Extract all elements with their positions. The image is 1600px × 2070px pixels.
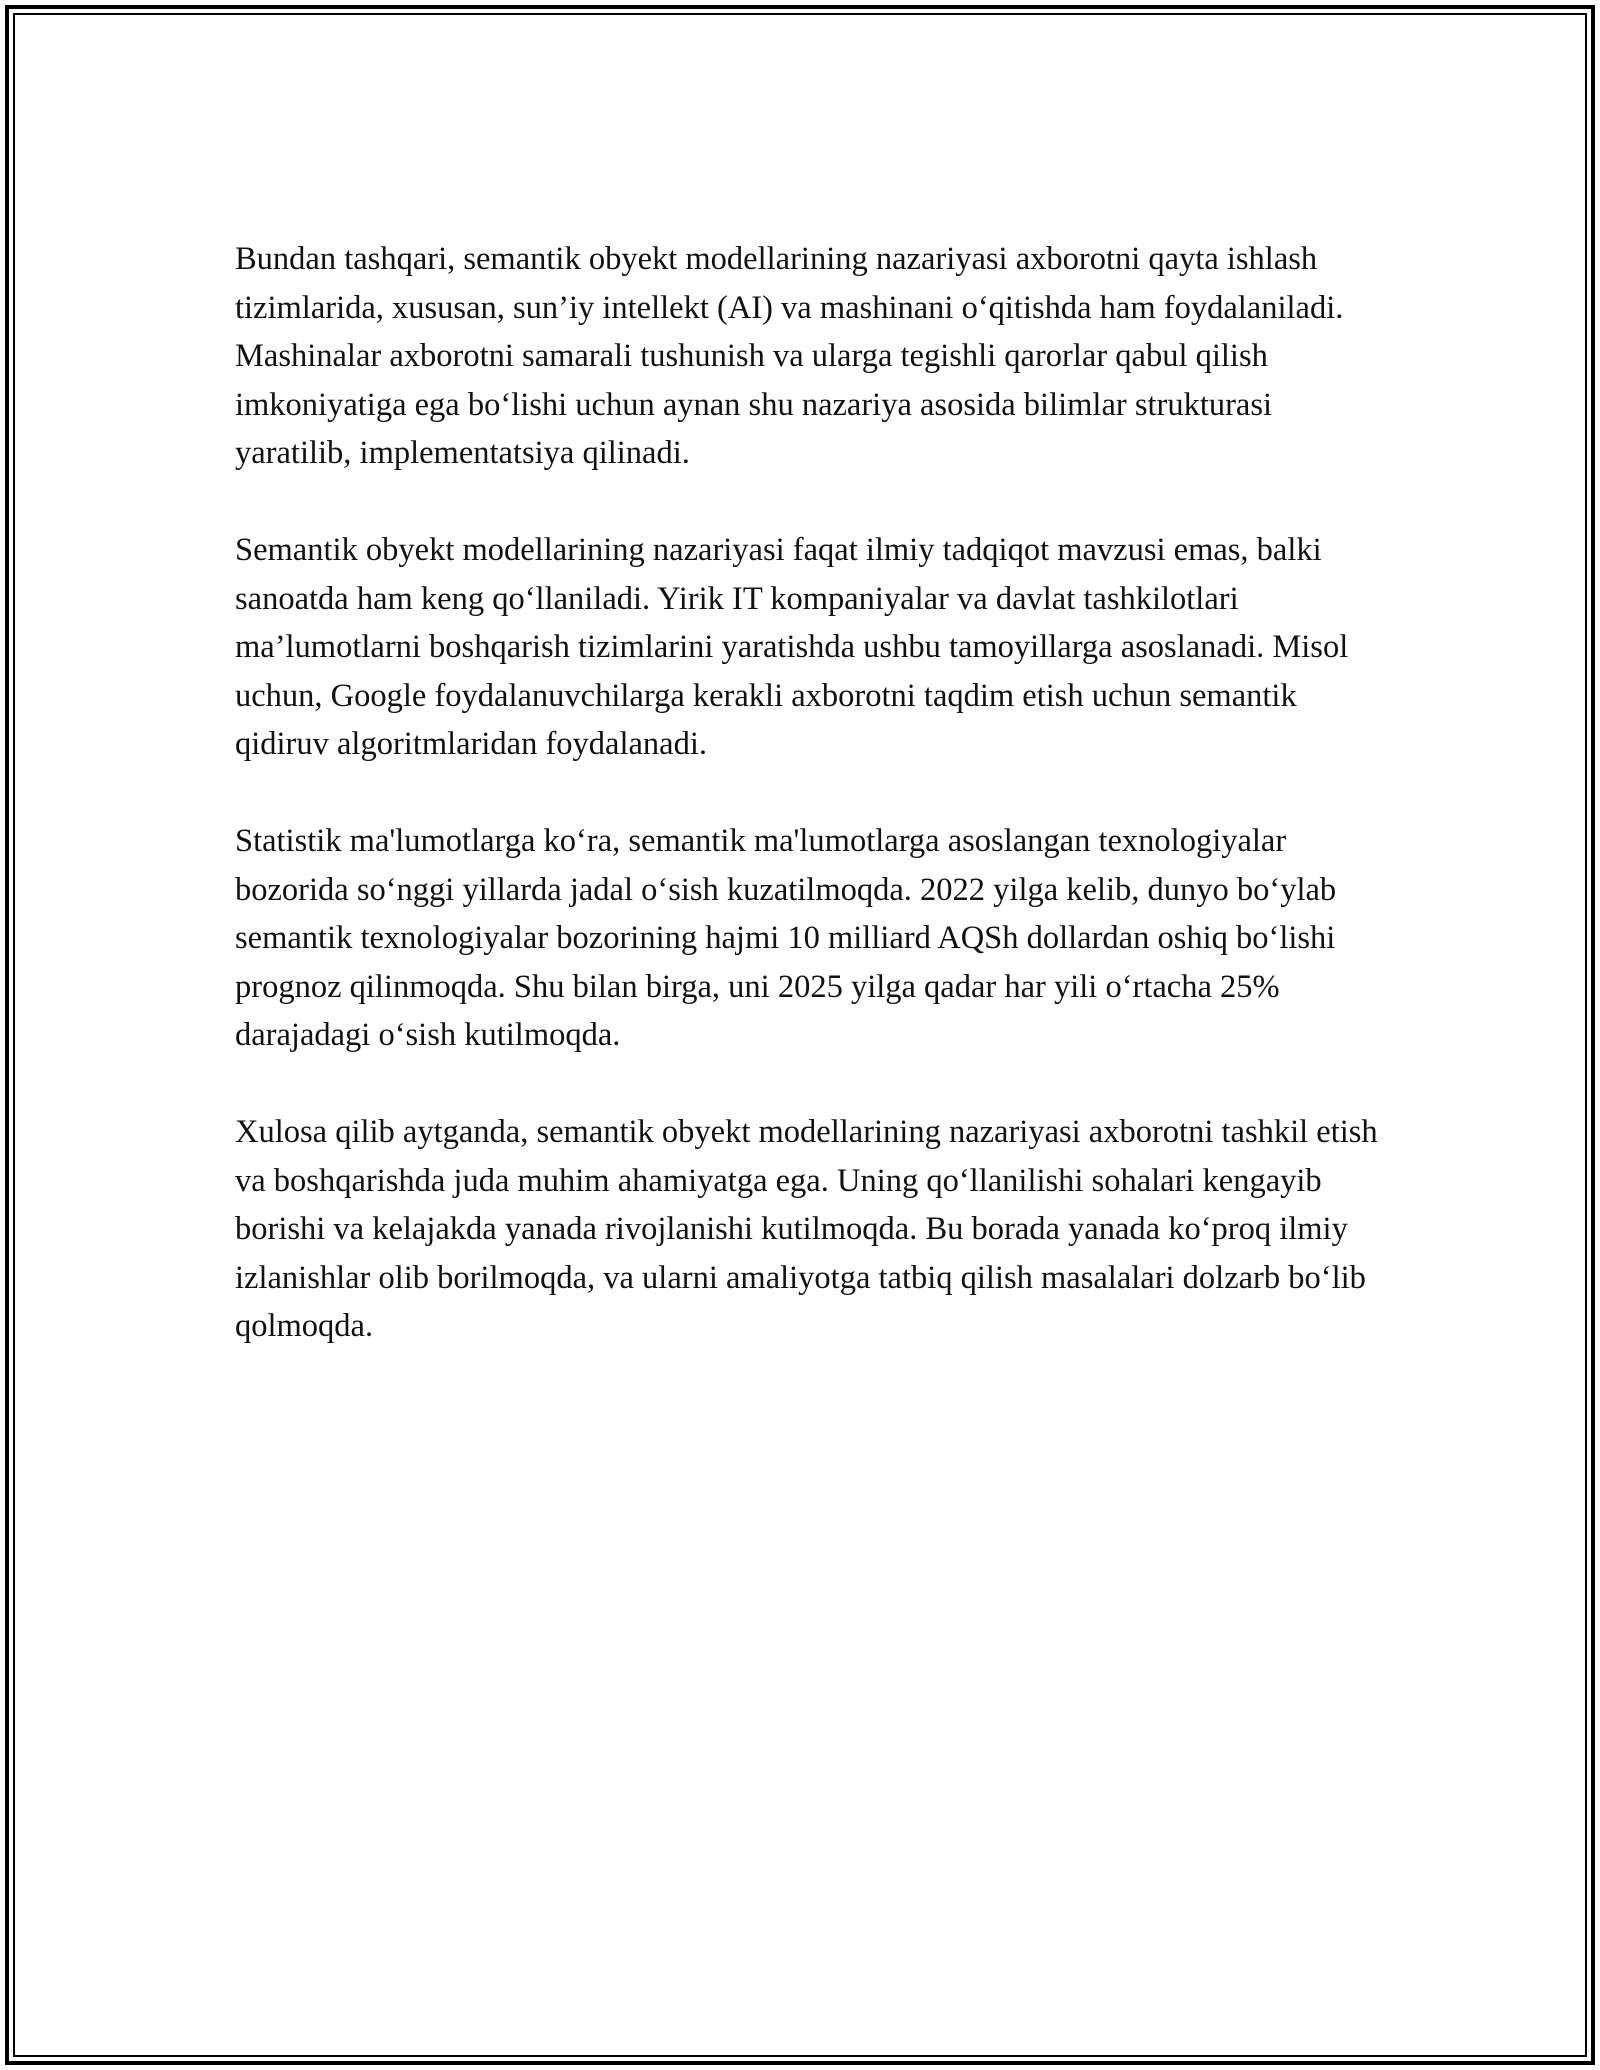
paragraph-market-statistics: Statistik ma'lumotlarga ko‘ra, semantik ma'lumotlarga asoslangan texnologiyalar bozorida so‘nggi yillarda jadal o‘sish kuzatilmoqda. 2022 yilga kelib, dunyo bo‘ylab semantik texnologiyalar bozorining hajmi 10 milliard AQSh dollardan oshiq bo‘lishi prognoz qilinmoqda. Shu bilan birga, uni 2025 yilga qadar har yili o‘rtacha 25% darajadagi o‘sish kutilmoqda. (235, 823, 1337, 1053)
paragraph-industry-use: Semantik obyekt modellarining nazariyasi faqat ilmiy tadqiqot mavzusi emas, balki sanoatda ham keng qo‘llaniladi. Yirik IT kompaniyalar va davlat tashkilotlari ma’lumotlarni boshqarish tizimlarini yaratishda ushbu tamoyillarga asoslanadi. Misol uchun, Google foydalanuvchilarga kerakli axborotni taqdim etish uchun semantik qidiruv algoritmlaridan foydalanadi. (235, 532, 1349, 762)
paragraph-conclusion: Xulosa qilib aytganda, semantik obyekt modellarining nazariyasi axborotni tashkil etish va boshqarishda juda muhim ahamiyatga ega. Uning qo‘llanilishi sohalari kengayib borishi va kelajakda yanada rivojlanishi kutilmoqda. Bu borada yanada ko‘proq ilmiy izlanishlar olib borilmoqda, va ularni amaliyotga tatbiq qilish masalalari dolzarb bo‘lib qolmoqda. (235, 1114, 1378, 1344)
document-body (235, 235, 1380, 1399)
paragraph-ai-ml: Bundan tashqari, semantik obyekt modellarining nazariyasi axborotni qayta ishlash tizimlarida, xususan, sun’iy intellekt (AI) va mashinani o‘qitishda ham foydalaniladi. Mashinalar axborotni samarali tushunish va ularga tegishli qarorlar qabul qilish imkoniyatiga ega bo‘lishi uchun aynan shu nazariya asosida bilimlar strukturasi yaratilib, implementatsiya qilinadi. (235, 241, 1344, 471)
